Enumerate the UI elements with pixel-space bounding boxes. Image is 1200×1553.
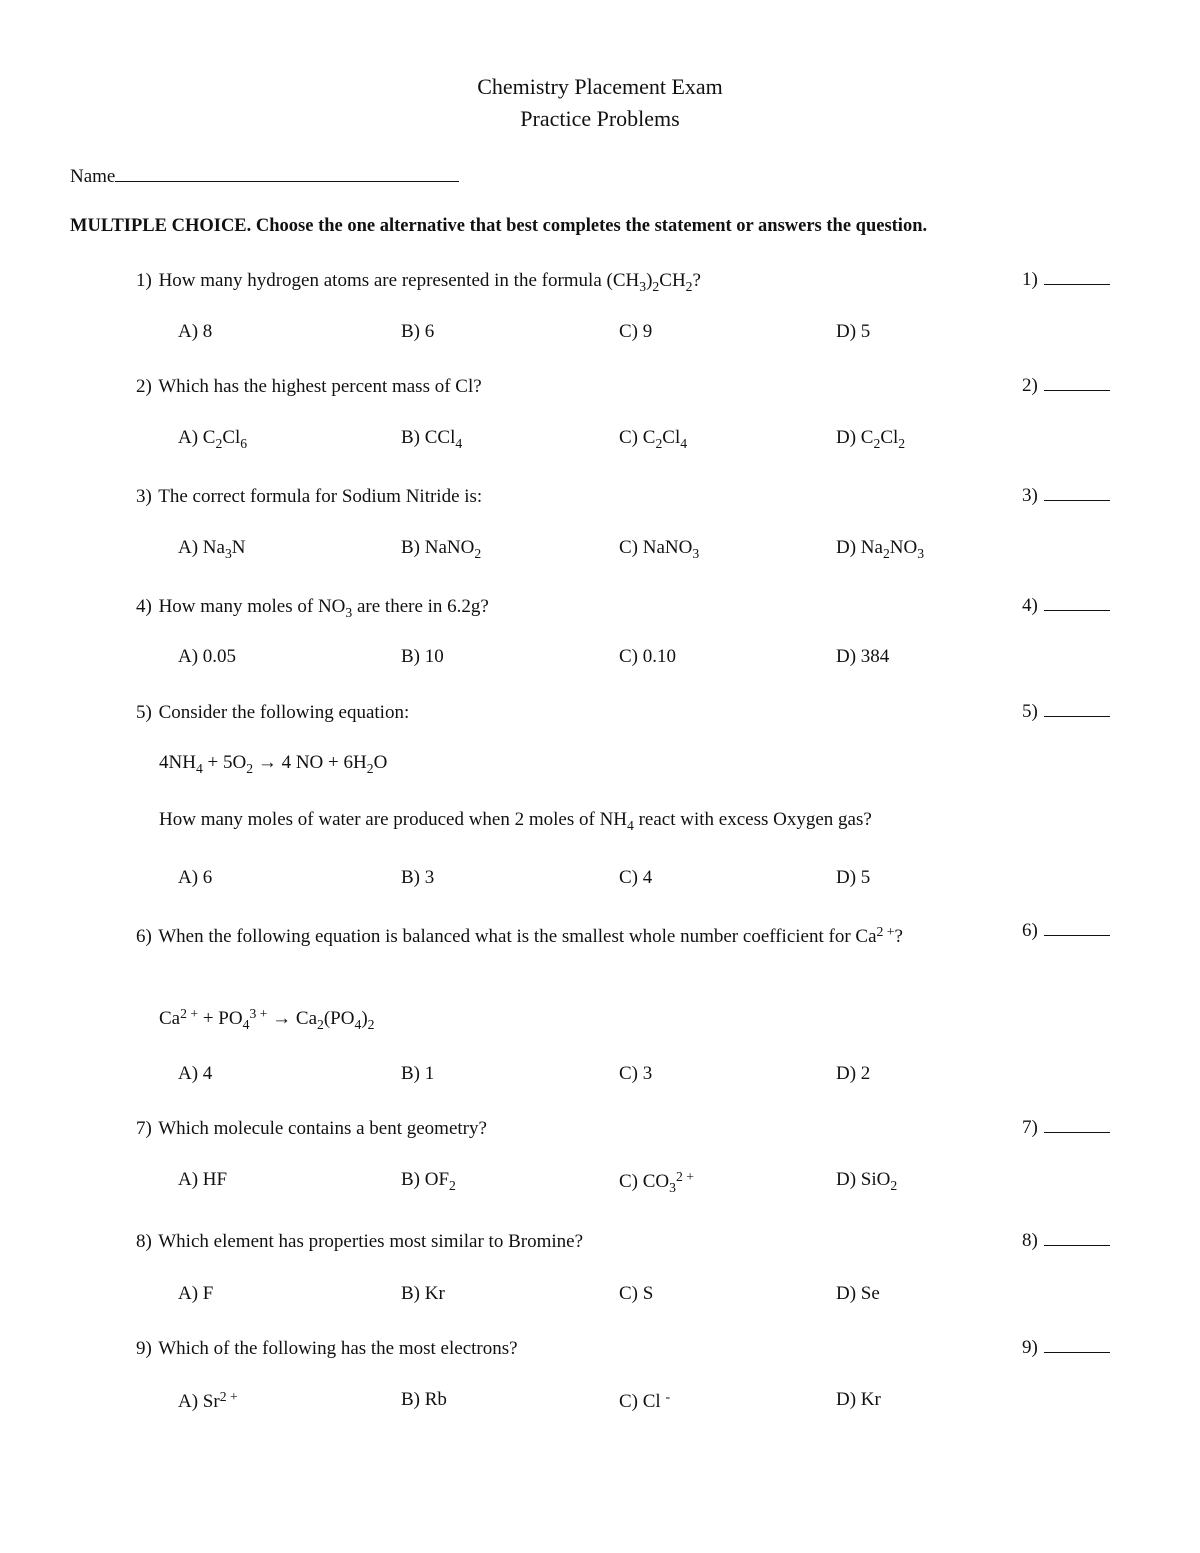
choice-2c[interactable]: C) $C_2Cl_4$ <box>619 427 688 451</box>
choice-1d[interactable]: D) 5 <box>836 321 871 342</box>
answer-blank-3[interactable]: 3) <box>1022 484 1122 507</box>
question-7: 7) Which molecule contains a bent geometry? <box>136 1118 487 1139</box>
choice-8d[interactable]: D) Se <box>836 1283 880 1304</box>
choice-3a[interactable]: A) $Na_3N$ <box>178 537 246 561</box>
question-4: 4) How many moles of $NO_3$ are there in 6.2g? <box>136 596 489 620</box>
choice-9a[interactable]: A) $Sr^{2 +}$ <box>178 1389 238 1413</box>
choice-8a[interactable]: A) F <box>178 1283 214 1304</box>
name-field[interactable] <box>70 163 459 188</box>
question-5-text: Consider the following equation: <box>158 702 410 723</box>
choice-5a[interactable]: A) 6 <box>178 867 213 888</box>
question-8-text: Which element has properties most similar to Bromine? <box>158 1231 584 1252</box>
choices-7 <box>0 1169 1200 1193</box>
choice-3b[interactable]: B) NaNO$_2$ <box>401 537 482 561</box>
choice-5d[interactable]: D) 5 <box>836 867 871 888</box>
name-label: Name <box>70 166 116 187</box>
instructions: MULTIPLE CHOICE. Choose the one alternative that best completes the statement or answers the question. <box>70 216 928 236</box>
choice-5c[interactable]: C) 4 <box>619 867 653 888</box>
choices-6 <box>0 1063 1200 1087</box>
answer-blank-7[interactable]: 7) <box>1022 1116 1122 1139</box>
choice-1a[interactable]: A) 8 <box>178 321 213 342</box>
choices-3 <box>0 537 1200 561</box>
answer-blank-8[interactable]: 8) <box>1022 1229 1122 1252</box>
choice-8b[interactable]: B) Kr <box>401 1283 445 1304</box>
question-9-text: Which of the following has the most electrons? <box>158 1338 518 1359</box>
answer-blank-2[interactable]: 2) <box>1022 374 1122 397</box>
answer-blank-4[interactable]: 4) <box>1022 594 1122 617</box>
question-1-text: How many hydrogen atoms are represented in the formula $(CH_3)_2CH_2$? <box>158 270 701 294</box>
choices-1 <box>0 321 1200 345</box>
choice-5b[interactable]: B) 3 <box>401 867 435 888</box>
question-2: 2) Which has the highest percent mass of Cl? <box>136 376 482 397</box>
question-3-text: The correct formula for Sodium Nitride is: <box>158 486 483 507</box>
choice-1b[interactable]: B) 6 <box>401 321 435 342</box>
choice-3c[interactable]: C) NaNO$_3$ <box>619 537 700 561</box>
choice-9d[interactable]: D) Kr <box>836 1389 881 1410</box>
question-5: 5) Consider the following equation: <box>136 702 410 723</box>
question-5-followup: How many moles of water are produced when 2 moles of $NH_4$ react with excess Oxygen gas? <box>159 809 872 833</box>
choices-9 <box>0 1389 1200 1413</box>
question-6-text: When the following equation is balanced what is the smallest whole number coefficient for $Ca^{2 +}$? <box>158 924 903 948</box>
choice-4b[interactable]: B) 10 <box>401 646 444 667</box>
answer-blank-6[interactable]: 6) <box>1022 919 1122 942</box>
choice-7a[interactable]: A) HF <box>178 1169 228 1190</box>
question-1: 1) How many hydrogen atoms are represented in the formula $(CH_3)_2CH_2$? <box>136 270 701 294</box>
question-7-text: Which molecule contains a bent geometry? <box>158 1118 487 1139</box>
choice-2b[interactable]: B) CCl$_4$ <box>401 427 463 451</box>
choice-8c[interactable]: C) S <box>619 1283 654 1304</box>
name-blank-line[interactable] <box>115 163 459 182</box>
choices-8 <box>0 1283 1200 1307</box>
choice-7c[interactable]: C) $CO_3^{2 +}$ <box>619 1169 694 1195</box>
choice-7d[interactable]: D) SiO$_2$ <box>836 1169 898 1193</box>
answer-blank-1[interactable]: 1) <box>1022 268 1122 291</box>
choices-2 <box>0 427 1200 451</box>
exam-title: Chemistry Placement Exam <box>477 74 723 99</box>
choice-2a[interactable]: A) $C_2Cl_6$ <box>178 427 248 451</box>
choice-6d[interactable]: D) 2 <box>836 1063 871 1084</box>
question-8: 8) Which element has properties most similar to Bromine? <box>136 1231 584 1252</box>
answer-blank-5[interactable]: 5) <box>1022 700 1122 723</box>
choices-4 <box>0 646 1200 670</box>
choice-4a[interactable]: A) 0.05 <box>178 646 237 667</box>
exam-subtitle: Practice Problems <box>520 106 680 131</box>
choice-6c[interactable]: C) 3 <box>619 1063 653 1084</box>
choice-9b[interactable]: B) Rb <box>401 1389 447 1410</box>
choice-2d[interactable]: D) $C_2Cl_2$ <box>836 427 906 451</box>
question-4-text: How many moles of $NO_3$ are there in 6.2g? <box>158 596 489 620</box>
choice-4d[interactable]: D) 384 <box>836 646 890 667</box>
question-9: 9) Which of the following has the most electrons? <box>136 1338 518 1359</box>
question-3: 3) The correct formula for Sodium Nitride is: <box>136 486 483 507</box>
question-6: 6) When the following equation is balanced what is the smallest whole number coefficient for $Ca^{2 +}$? <box>136 924 903 948</box>
question-2-text: Which has the highest percent mass of Cl? <box>158 376 482 397</box>
question-5-equation: $4NH_4 + 5O_2 \to 4$ NO + $6H_2O$ <box>159 752 388 776</box>
choice-6a[interactable]: A) 4 <box>178 1063 213 1084</box>
choice-3d[interactable]: D) $Na_2NO_3$ <box>836 537 925 561</box>
answer-blank-9[interactable]: 9) <box>1022 1336 1122 1359</box>
choice-9c[interactable]: C) Cl - <box>619 1389 671 1413</box>
choices-5 <box>0 867 1200 891</box>
choice-6b[interactable]: B) 1 <box>401 1063 435 1084</box>
choice-7b[interactable]: B) $OF_2$ <box>401 1169 456 1193</box>
choice-4c[interactable]: C) 0.10 <box>619 646 676 667</box>
choice-1c[interactable]: C) 9 <box>619 321 653 342</box>
question-6-equation: $Ca^{2 +} + PO_4^{3 +} \to Ca_2(PO_4)_2$ <box>159 1006 375 1032</box>
